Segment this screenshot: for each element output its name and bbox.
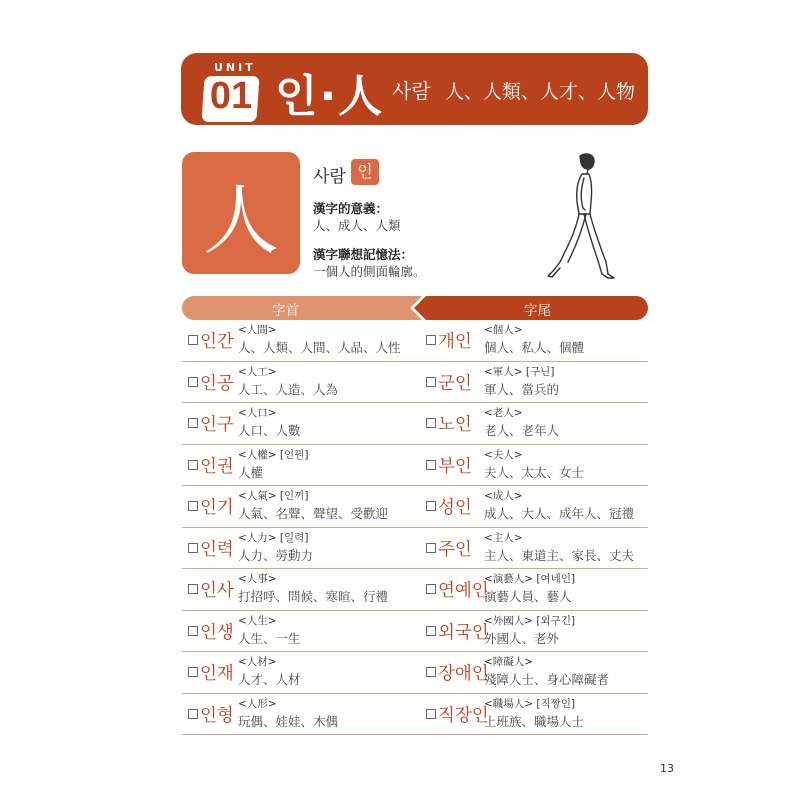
chinese-gloss: 演藝人員、藝人 (484, 589, 572, 604)
hanja-tag: <軍人> [구닌] (484, 365, 555, 378)
meaning-text: 人、成人、人類 (313, 218, 401, 233)
korean-word: 인간 (200, 332, 234, 352)
chinese-gloss: 人、人類、人間、人品、人性 (238, 340, 401, 355)
checkbox[interactable] (426, 501, 436, 511)
prefix-word-entry (182, 486, 418, 526)
korean-meaning: 사람 (313, 167, 346, 187)
korean-word: 직장인 (438, 705, 489, 726)
chinese-gloss: 人口、人數 (238, 423, 301, 438)
hanja-tag: <人權> [인꿘] (238, 448, 309, 461)
suffix-word-entry (420, 528, 648, 568)
korean-word: 인공 (200, 373, 234, 394)
chinese-gloss: 打招呼、問候、寒暄、行禮 (238, 589, 389, 604)
table-row (182, 694, 648, 736)
hanja-tag: <成人> (484, 490, 523, 502)
prefix-column-header (182, 296, 422, 320)
chinese-gloss: 殘障人士、身心障礙者 (484, 672, 610, 687)
checkbox[interactable] (426, 584, 436, 594)
chinese-gloss: 上班族、職場人士 (484, 713, 585, 729)
chinese-gloss: 人權 (238, 464, 264, 480)
word-table (182, 320, 648, 735)
suffix-word-entry (420, 362, 648, 402)
hanja-tag: <人事> (238, 573, 277, 585)
suffix-word-entry (420, 694, 648, 734)
checkbox[interactable] (426, 626, 436, 636)
prefix-column-title: 字首 (272, 303, 299, 319)
checkbox[interactable] (188, 460, 198, 470)
checkbox[interactable] (188, 335, 198, 345)
prefix-word-entry (182, 611, 418, 651)
memo-text: 一個人的側面輪廓。 (313, 264, 426, 279)
hanja-tag: <職場人> [직짱인] (484, 697, 576, 710)
korean-word: 성인 (438, 498, 472, 518)
table-row (182, 445, 648, 487)
table-row (182, 611, 648, 653)
korean-word: 인기 (200, 498, 234, 518)
korean-word: 부인 (438, 456, 472, 477)
chinese-gloss: 人才、人材 (238, 672, 301, 687)
checkbox[interactable] (188, 709, 198, 719)
korean-word: 주인 (438, 539, 472, 560)
chinese-gloss: 主人、東道主、家長、丈夫 (484, 547, 635, 563)
checkbox[interactable] (426, 418, 436, 428)
table-row (182, 528, 648, 570)
prefix-word-entry (182, 569, 418, 609)
prefix-word-entry (182, 445, 418, 485)
suffix-word-entry (420, 652, 648, 692)
table-row (182, 569, 648, 611)
chinese-gloss: 玩偶、娃娃、木偶 (238, 713, 339, 729)
checkbox[interactable] (188, 626, 198, 636)
checkbox[interactable] (426, 377, 436, 387)
hanja-tag: <演藝人> [여네인] (484, 573, 576, 585)
column-header-bar (182, 296, 648, 320)
unit-chinese-words: 人、人類、人才、人物 (445, 81, 636, 103)
chinese-gloss: 人工、人造、人為 (238, 381, 339, 397)
korean-word: 인권 (200, 456, 234, 477)
hanja-tag: <人間> (238, 324, 277, 336)
memo-heading: 漢字聯想記憶法： (313, 247, 414, 262)
page-number: 13 (660, 762, 674, 775)
checkbox[interactable] (188, 584, 198, 594)
checkbox[interactable] (188, 501, 198, 511)
unit-title: 인·人 (275, 71, 385, 122)
korean-word: 인재 (200, 664, 234, 684)
hanja-tag: <人工> (238, 365, 277, 378)
checkbox[interactable] (188, 543, 198, 553)
hanja-tag: <夫人> (484, 448, 523, 461)
chinese-gloss: 軍人、當兵的 (484, 381, 560, 397)
chinese-gloss: 夫人、太太、女士 (484, 464, 585, 480)
walking-person-illustration (536, 150, 636, 285)
hanja-tag: <障礙人> (484, 656, 534, 668)
chinese-gloss: 人氣、名聲、聲望、受歡迎 (238, 506, 389, 521)
hanzi-character: 人 (203, 176, 279, 265)
table-row (182, 652, 648, 694)
checkbox[interactable] (188, 377, 198, 387)
suffix-word-entry (420, 403, 648, 443)
prefix-word-entry (182, 652, 418, 692)
hanja-tag: <人力> [일력] (238, 531, 309, 544)
hanja-tag: <人形> (238, 697, 277, 710)
korean-word: 군인 (438, 373, 472, 394)
korean-word: 인구 (200, 415, 234, 435)
prefix-word-entry (182, 362, 418, 402)
checkbox[interactable] (426, 543, 436, 553)
chinese-gloss: 個人、私人、個體 (484, 340, 585, 355)
table-row (182, 403, 648, 445)
hanja-tag: <人生> (238, 614, 277, 627)
hanja-tag: <外國人> [외구긴] (484, 614, 576, 627)
korean-word: 인력 (200, 539, 234, 560)
korean-word: 노인 (438, 415, 472, 435)
korean-word: 장애인 (438, 664, 489, 684)
unit-label: UNIT (214, 61, 256, 74)
suffix-word-entry (420, 569, 648, 609)
checkbox[interactable] (426, 460, 436, 470)
checkbox[interactable] (426, 667, 436, 677)
hanja-tag: <人氣> [인끼] (238, 490, 309, 502)
checkbox[interactable] (426, 709, 436, 719)
hanja-tag: <個人> (484, 324, 523, 336)
korean-word: 인형 (200, 705, 234, 726)
korean-reading-badge: 인 (351, 159, 379, 185)
prefix-word-entry (182, 403, 418, 443)
checkbox[interactable] (188, 667, 198, 677)
hanja-tag: <老人> (484, 407, 523, 419)
chinese-gloss: 成人、大人、成年人、冠禮 (484, 506, 635, 521)
checkbox[interactable] (426, 335, 436, 345)
prefix-word-entry (182, 694, 418, 734)
prefix-word-entry (182, 320, 418, 360)
table-row (182, 486, 648, 528)
chinese-gloss: 人力、勞動力 (238, 547, 314, 563)
unit-number: 01 (209, 75, 253, 117)
checkbox[interactable] (188, 418, 198, 428)
suffix-column-title: 字尾 (524, 303, 551, 319)
suffix-word-entry (420, 611, 648, 651)
korean-word: 개인 (438, 332, 472, 352)
unit-korean-gloss: 사람 (392, 79, 431, 103)
chinese-gloss: 外國人、老外 (484, 630, 560, 646)
suffix-word-entry (420, 486, 648, 526)
hanja-tag: <人材> (238, 656, 277, 668)
korean-word: 인생 (200, 622, 234, 643)
hanja-tag: <主人> (484, 531, 523, 544)
chinese-gloss: 老人、老年人 (484, 423, 560, 438)
chinese-gloss: 人生、一生 (238, 630, 301, 646)
prefix-word-entry (182, 528, 418, 568)
korean-word: 연예인 (438, 581, 489, 601)
korean-word: 외국인 (438, 622, 489, 643)
meaning-heading: 漢字的意義： (313, 201, 389, 216)
suffix-word-entry (420, 320, 648, 360)
suffix-word-entry (420, 445, 648, 485)
table-row (182, 362, 648, 404)
korean-word: 인사 (200, 581, 234, 601)
hanja-tag: <人口> (238, 407, 277, 419)
table-row (182, 320, 648, 362)
